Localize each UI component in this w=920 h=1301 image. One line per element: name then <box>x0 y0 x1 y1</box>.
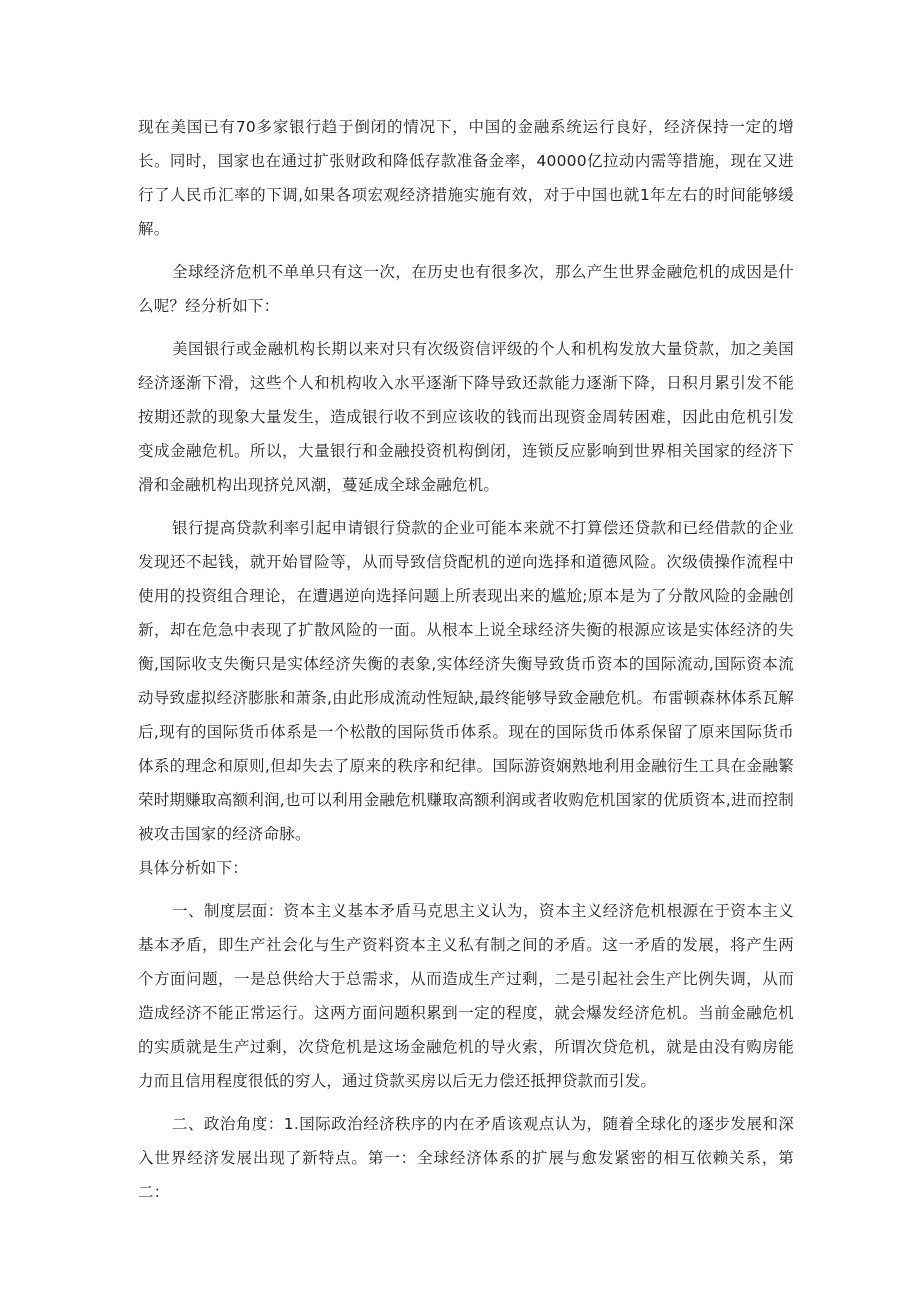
paragraph-detailed-analysis-heading: 具体分析如下： <box>138 859 248 877</box>
paragraph-political-angle: 二、政治角度：1.国际政治经济秩序的内在矛盾该观点认为，随着全球化的逐步发展和深入世界经济发展出现了新特点。第一：全球经济体系的扩展与愈发紧密的相互依赖关系，第二： <box>138 1115 794 1201</box>
paragraph-institutional-level: 一、制度层面：资本主义基本矛盾马克思主义认为，资本主义经济危机根源在于资本主义基本矛盾，即生产社会化与生产资料资本主义私有制之间的矛盾。这一矛盾的发展，将产生两个方面问题，一是总供给大于总需求，从而造成生产过剩，二是引起社会生产比例失调，从而造成经济不能正常运行。这两方面问题积累到一定的程度，就会爆发经济危机。当前金融危机的实质就是生产过剩，次贷危机是这场金融危机的导火索，所谓次贷危机，就是由没有购房能力而且信用程度很低的穷人，通过贷款买房以后无力偿还抵押贷款而引发。 <box>138 902 794 1090</box>
paragraph-adverse-selection: 银行提高贷款利率引起申请银行贷款的企业可能本来就不打算偿还贷款和已经借款的企业发现还不起钱，就开始冒险等，从而导致信贷配机的逆向选择和道德风险。次级债操作流程中使用的投资组合理论，在遭遇逆向选择问题上所表现出来的尴尬;原本是为了分散风险的金融创新，却在危急中表现了扩散风险的一面。从根本上说全球经济失衡的根源应该是实体经济的失衡,国际收支失衡只是实体经济失衡的表象,实体经济失衡导致货币资本的国际流动,国际资本流动导致虚拟经济膨胀和萧条,由此形成流动性短缺,最终能够导致金融危机。布雷顿森林体系瓦解后,现有的国际货币体系是一个松散的国际货币体系。现在的国际货币体系保留了原来国际货币体系的理念和原则,但却失去了原来的秩序和纪律。国际游资娴熟地利用金融衍生工具在金融繁荣时期赚取高额利润,也可以利用金融危机赚取高额利润或者收购危机国家的优质资本,进而控制被攻击国家的经济命脉。 <box>138 519 794 843</box>
paragraph-crisis-causes-intro: 全球经济危机不单单只有这一次，在历史也有很多次，那么产生世界金融危机的成因是什么呢？经分析如下： <box>138 263 794 315</box>
paragraph-subprime-lending: 美国银行或金融机构长期以来对只有次级资信评级的个人和机构发放大量贷款，加之美国经济逐渐下滑，这些个人和机构收入水平逐渐下降导致还款能力逐渐下降，日积月累引发不能按期还款的现象大量发生，造成银行收不到应该收的钱而出现资金周转困难，因此由危机引发变成金融危机。所以，大量银行和金融投资机构倒闭，连锁反应影响到世界相关国家的经济下滑和金融机构出现挤兑风潮，蔓延成全球金融危机。 <box>138 340 794 494</box>
document-page <box>138 110 794 1209</box>
paragraph-china-recovery: 现在美国已有70多家银行趋于倒闭的情况下，中国的金融系统运行良好，经济保持一定的增长。同时，国家也在通过扩张财政和降低存款准备金率，40000亿拉动内需等措施，现在又进行了人民币汇率的下调,如果各项宏观经济措施实施有效，对于中国也就1年左右的时间能够缓解。 <box>138 118 794 238</box>
